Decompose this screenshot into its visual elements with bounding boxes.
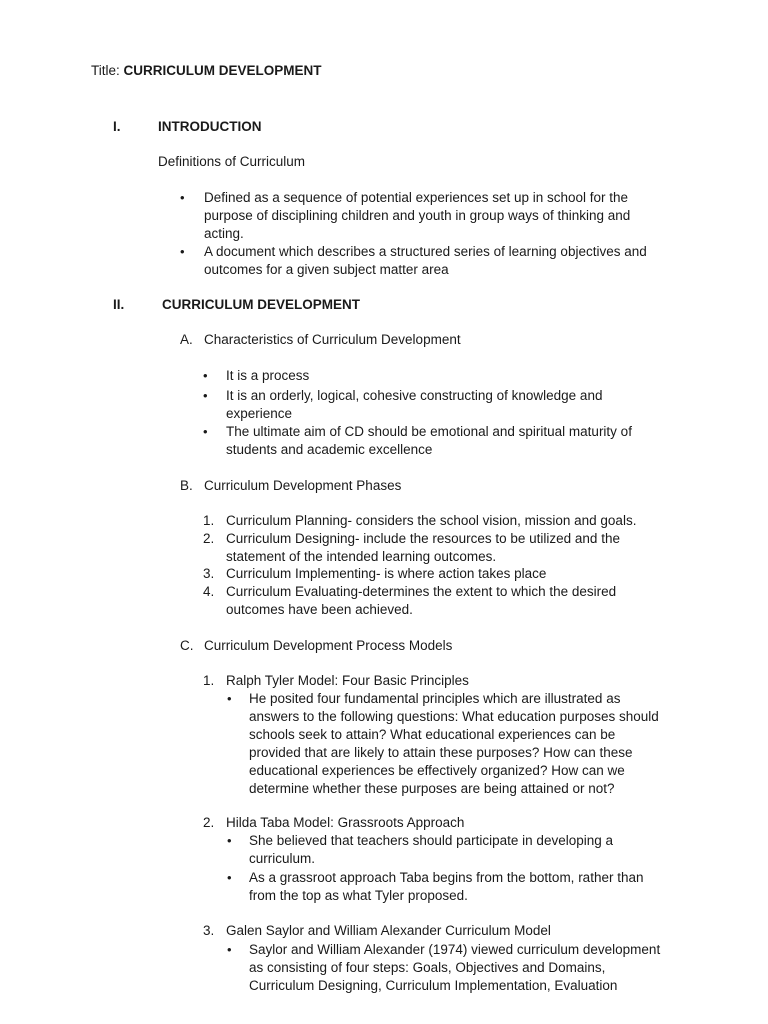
list-item-line: As a grassroot approach Taba begins from the bottom, rather than [249, 870, 644, 885]
list-item-line: provided that are likely to attain these purposes? How can these [249, 745, 633, 760]
bullet-icon: • [227, 942, 232, 957]
partA-letter: A. [180, 332, 193, 347]
list-item [226, 583, 616, 619]
list-item [226, 530, 620, 566]
bullet-icon: • [227, 833, 232, 848]
bullet-icon: • [180, 244, 185, 259]
list-item [226, 565, 546, 583]
partB-title: Curriculum Development Phases [204, 478, 402, 493]
list-item-line: students and academic excellence [226, 442, 433, 457]
list-item-line: Curriculum Designing- include the resources to be utilized and the [226, 531, 620, 546]
list-item-line: experience [226, 406, 293, 421]
section1-numeral: I. [113, 119, 121, 134]
list-item [204, 189, 630, 243]
model-number: 2. [203, 815, 215, 830]
list-item-line: It is a process [226, 368, 310, 383]
partC-letter: C. [180, 638, 194, 653]
list-item-line: as consisting of four steps: Goals, Objectives and Domains, [249, 960, 606, 975]
list-item-line: He posited four fundamental principles which are illustrated as [249, 691, 621, 706]
bullet-icon: • [180, 190, 185, 205]
bullet-icon: • [227, 691, 232, 706]
list-item-line: It is an orderly, logical, cohesive constructing of knowledge and [226, 388, 603, 403]
section1-subheading: Definitions of Curriculum [158, 154, 306, 169]
list-item-line: The ultimate aim of CD should be emotional and spiritual maturity of [226, 424, 632, 439]
list-item [249, 941, 660, 995]
partB-letter: B. [180, 478, 193, 493]
model-title: Ralph Tyler Model: Four Basic Principles [226, 673, 469, 688]
list-item-line: She believed that teachers should participate in developing a [249, 833, 613, 848]
list-item [204, 243, 647, 279]
list-item-line: Defined as a sequence of potential experiences set up in school for the [204, 190, 629, 205]
bullet-icon: • [227, 870, 232, 885]
bullet-icon: • [203, 388, 208, 403]
list-item [226, 423, 632, 459]
model-number: 3. [203, 923, 215, 938]
list-item-line: outcomes have been achieved. [226, 602, 413, 617]
bullet-icon: • [203, 368, 208, 383]
document-title [91, 62, 322, 80]
list-item-number: 1. [203, 513, 215, 528]
list-item-line: Curriculum Implementing- is where action takes place [226, 566, 547, 581]
section1-heading: INTRODUCTION [158, 119, 262, 134]
partC-title: Curriculum Development Process Models [204, 638, 453, 653]
bullet-icon: • [203, 424, 208, 439]
list-item-line: outcomes for a given subject matter area [204, 262, 449, 277]
partA-title: Characteristics of Curriculum Development [204, 332, 461, 347]
title-prefix: Title: [91, 63, 120, 78]
model-title: Galen Saylor and William Alexander Curriculum Model [226, 923, 551, 938]
list-item [249, 690, 659, 798]
list-item-line: educational experiences be effectively organized? How can we [249, 763, 625, 778]
list-item-line: purpose of disciplining children and youth in group ways of thinking and [204, 208, 631, 223]
list-item [226, 512, 636, 530]
list-item-line: Curriculum Designing, Curriculum Implementation, Evaluation [249, 978, 618, 993]
list-item-line: acting. [204, 226, 244, 241]
section2-numeral: II. [113, 297, 125, 312]
list-item [249, 832, 613, 868]
list-item-line: answers to the following questions: What education purposes should [249, 709, 659, 724]
list-item-line: A document which describes a structured series of learning objectives and [204, 244, 647, 259]
list-item-line: schools seek to attain? What educational experiences can be [249, 727, 616, 742]
title-text: CURRICULUM DEVELOPMENT [123, 63, 322, 78]
list-item-line: statement of the intended learning outcomes. [226, 549, 497, 564]
model-title: Hilda Taba Model: Grassroots Approach [226, 815, 465, 830]
list-item-line: Curriculum Evaluating-determines the extent to which the desired [226, 584, 617, 599]
section2-heading: CURRICULUM DEVELOPMENT [162, 297, 360, 312]
list-item [249, 869, 643, 905]
list-item-line: Saylor and William Alexander (1974) viewed curriculum development [249, 942, 661, 957]
list-item-line: from the top as what Tyler proposed. [249, 888, 468, 903]
model-number: 1. [203, 673, 215, 688]
list-item-line: curriculum. [249, 851, 316, 866]
list-item [226, 387, 602, 423]
list-item [226, 367, 309, 385]
list-item-line: determine whether these purposes are being attained or not? [249, 781, 615, 796]
list-item-number: 2. [203, 531, 215, 546]
list-item-line: Curriculum Planning- considers the school vision, mission and goals. [226, 513, 637, 528]
list-item-number: 3. [203, 566, 215, 581]
list-item-number: 4. [203, 584, 215, 599]
